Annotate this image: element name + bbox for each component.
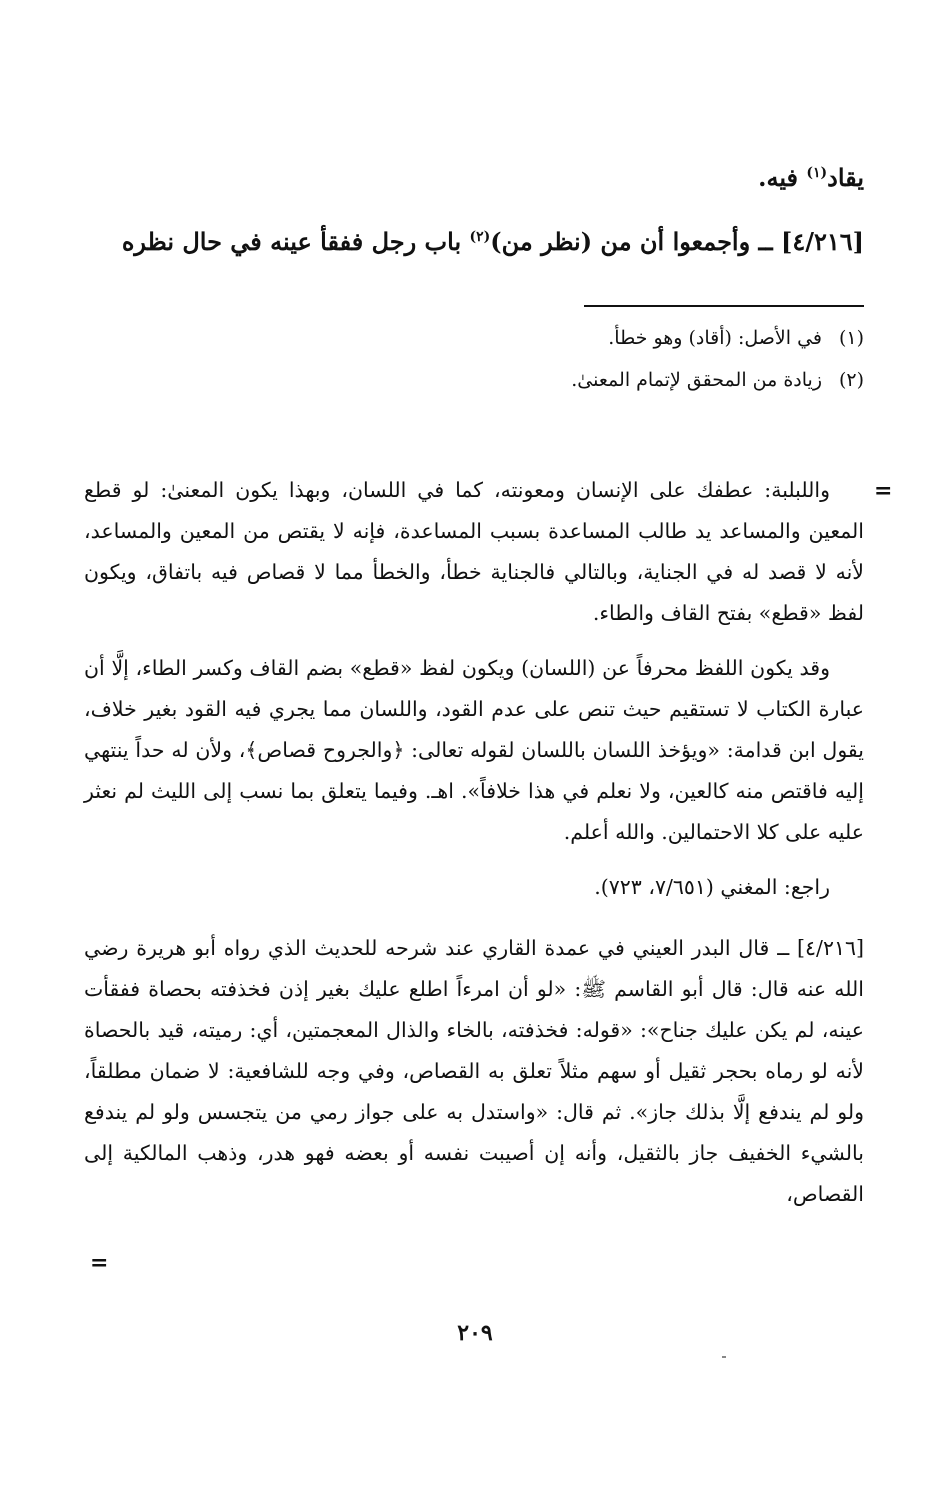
main-text-end: فيه. <box>758 163 807 192</box>
continuation-mark: = <box>874 478 893 504</box>
commentary-paragraph-2: وقد يكون اللفظ محرفاً عن (اللسان) ويكون لفظ «قطع» بضم القاف وكسر الطاء، إلَّا أن عبارة الكتاب لا تستقيم حيث تنص على عدم القود، واللسان مما يجري فيه القود بغير خلاف، يقول ابن قدامة: «ويؤخذ اللسان باللسان لقوله تعالى: ﴿والجروح قصاص﴾، ولأن له حداً ينتهي إليه فاقتص منه كالعين، ولا نعلم في هذا خلافاً». اهـ. وفيما يتعلق بما نسب إلى الليث لم نعثر عليه على كلا الاحتمالين. والله أعلم. <box>84 656 864 844</box>
footnote-ref-1: (١) <box>806 165 828 181</box>
entry-number: [٤/٢١٦] ــ <box>758 227 864 256</box>
footnote-1 <box>608 322 864 354</box>
entry-rest: باب رجل ففقأ عينه في حال نظره <box>121 227 470 256</box>
entry-line <box>84 222 864 262</box>
footnote-ref-2: (٢) <box>469 229 491 245</box>
entry-bold-word: وأجمعوا <box>672 227 759 256</box>
commentary-section <box>84 470 864 1215</box>
footnote-2 <box>571 364 864 396</box>
footnote-text: زيادة من المحقق لإتمام المعنىٰ. <box>571 369 822 391</box>
main-text-line-1 <box>84 158 864 198</box>
footnote-text: في الأصل: (أقاد) وهو خطأ. <box>608 327 822 349</box>
footnote-separator <box>584 305 864 307</box>
end-continuation-mark: = <box>90 1250 109 1276</box>
main-text-word: يقاد <box>827 163 864 192</box>
footnote-number: (٢) <box>838 369 864 391</box>
scan-speck <box>722 1356 726 1358</box>
commentary-paragraph-4: [٤/٢١٦] ــ قال البدر العيني في عمدة القاري عند شرحه للحديث الذي رواه أبو هريرة رضي الله عنه قال: قال أبو القاسم ﷺ: «لو أن امرءاً اطلع عليك بغير إذن فخذفته بحصاة ففقأت عينه، لم يكن عليك جناح»: «قوله: فخذفته، بالخاء والذال المعجمتين، أي: رميته، قيد بالحصاة لأنه لو رماه بحجر ثقيل أو سهم مثلاً تعلق به القصاص، وفي وجه للشافعية: لا ضمان مطلقاً، ولو لم يندفع إلَّا بذلك جاز». ثم قال: «واستدل به على جواز رمي من يتجسس ولو لم يندفع بالشيء الخفيف جاز بالثقيل، وأنه إن أصيبت نفسه أو بعضه فهو هدر، وذهب المالكية إلى القصاص، <box>84 936 864 1206</box>
commentary-paragraph-1: واللبلبة: عطفك على الإنسان ومعونته، كما في اللسان، وبهذا يكون المعنىٰ: لو قطع المعين والمساعد يد طالب المساعدة بسبب المساعدة، فإنه لا يقتص من المعين والمساعد، لأنه لا قصد له في الجناية، وبالتالي فالجناية خطأ، والخطأ مما لا قصاص فيه باتفاق، ويكون لفظ «قطع» بفتح القاف والطاء. <box>84 478 864 625</box>
entry-text: أن من (نظر من) <box>490 227 673 256</box>
reference-note: راجع: المغني (٧/٦٥١، ٧٢٣). <box>594 875 830 899</box>
page-number: ٢٠٩ <box>457 1320 493 1346</box>
footnote-number: (١) <box>838 327 864 349</box>
